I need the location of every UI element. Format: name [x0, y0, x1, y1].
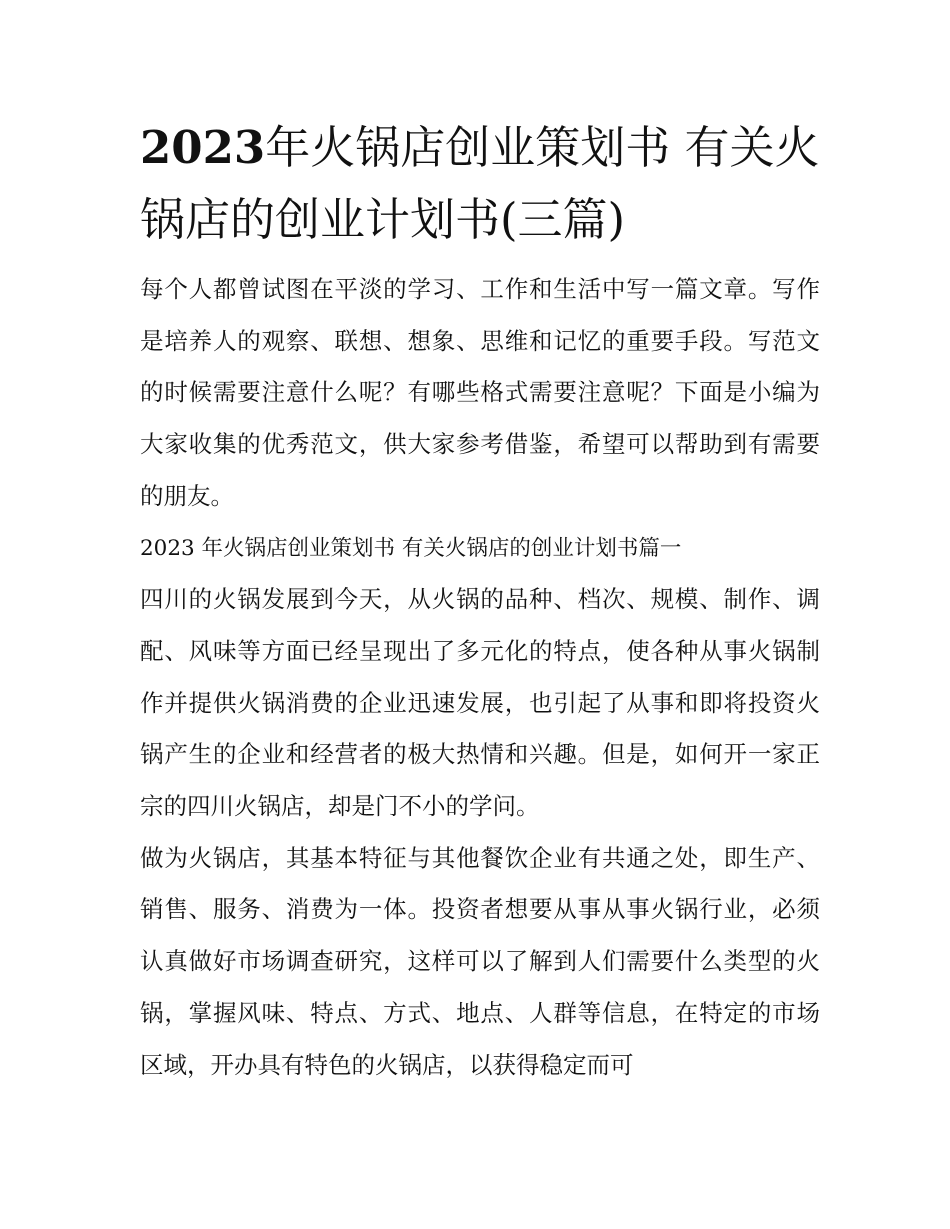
title-year: 2023 [140, 121, 266, 174]
document-title [140, 112, 820, 256]
document-body [140, 264, 820, 1091]
intro-paragraph: 每个人都曾试图在平淡的学习、工作和生活中写一篇文章。写作是培养人的观察、联想、想象、思维和记忆的重要手段。写范文的时候需要注意什么呢？有哪些格式需要注意呢？下面是小编为大家收集的优秀范文，供大家参考借鉴，希望可以帮助到有需要的朋友。 [140, 275, 820, 510]
body-paragraph-2: 做为火锅店，其基本特征与其他餐饮企业有共通之处，即生产、销售、服务、消费为一体。投资者想要从事从事火锅行业，必须认真做好市场调查研究，这样可以了解到人们需要什么类型的火锅，掌握风味、特点、方式、地点、人群等信息，在特定的市场区域，开办具有特色的火锅店，以获得稳定而可 [140, 843, 820, 1079]
title-text: 年火锅店创业策划书 有关火锅店的创业计划书(三篇) [140, 121, 820, 246]
document-page [140, 112, 820, 1091]
body-paragraph-1: 四川的火锅发展到今天，从火锅的品种、档次、规模、制作、调配、风味等方面已经呈现出了多元化的特点，使各种从事火锅制作并提供火锅消费的企业迅速发展，也引起了从事和即将投资火锅产生的企业和经营者的极大热情和兴趣。但是，如何开一家正宗的四川火锅店，却是门不小的学问。 [140, 585, 820, 821]
section-heading: 2023 年火锅店创业策划书 有关火锅店的创业计划书篇一 [140, 535, 682, 561]
